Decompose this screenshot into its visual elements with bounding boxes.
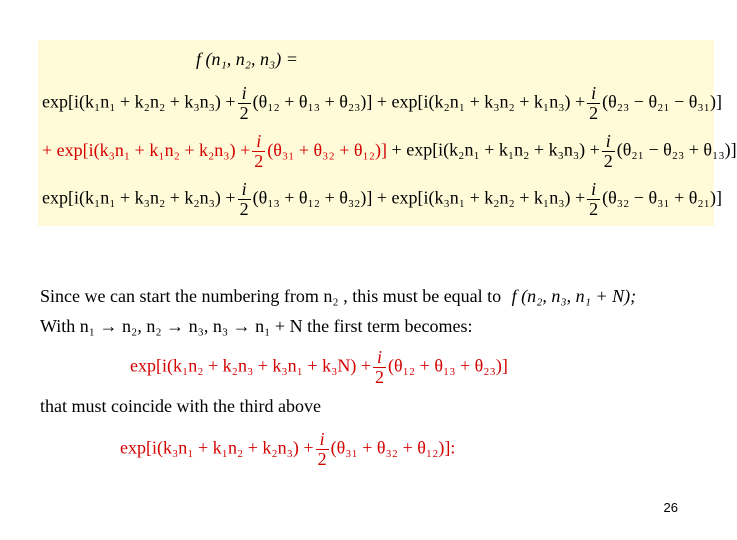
equation-1: exp[i(k₁n₂ + k₂n₃ + k₃n₁ + k₃N) + $\frac{i}{2}$ (θ₁₂ + θ₁₃ + θ₂₃)] — [130, 347, 508, 387]
that-line: that must coincide with the third above — [40, 396, 321, 416]
equation-2: exp[i(k₃n₁ + k₁n₂ + k₂n₃) + $\frac{i}{2}$ (θ₃₁ + θ₃₂ + θ₁₂)]: — [120, 429, 456, 469]
formula-header: f (n₁, n₂, n₃) = — [196, 49, 298, 69]
since-line: Since we can start the numbering from n₂ , this must be equal to f (n₂, n₃, n₁ + N); — [40, 286, 637, 306]
with-line: With n₁ → n₂, n₂ → n₃, n₃ → n₁ + N the first term becomes: — [40, 316, 473, 336]
formula-row-2: + exp[i(k₃n₁ + k₁n₂ + k₂n₃) + $\frac{i}{2}$ (θ₃₁ + θ₃₂ + θ₁₂)] + exp[i(k₂n₁ + k₁n₂ + k₃n₃) + $\frac{i}{2}$ (θ₂₁ − θ₂₃ + θ₁₃)] — [42, 131, 737, 171]
formula-row-3: exp[i(k₁n₁ + k₃n₂ + k₂n₃) + $\frac{i}{2}$ (θ₁₃ + θ₁₂ + θ₃₂)] + exp[i(k₃n₁ + k₂n₂ + k₁n₃) + $\frac{i}{2}$ (θ₃₂ − θ₃₁ + θ₂₁)] — [42, 179, 722, 219]
formula-row-1: exp[i(k₁n₁ + k₂n₂ + k₃n₃) + $\frac{i}{2}$ (θ₁₂ + θ₁₃ + θ₂₃)] + exp[i(k₂n₁ + k₃n₂ + k₁n₃) + $\frac{i}{2}$ (θ₂₃ − θ₂₁ − θ₃₁)] — [42, 83, 722, 123]
page-number: 26 — [663, 500, 678, 515]
